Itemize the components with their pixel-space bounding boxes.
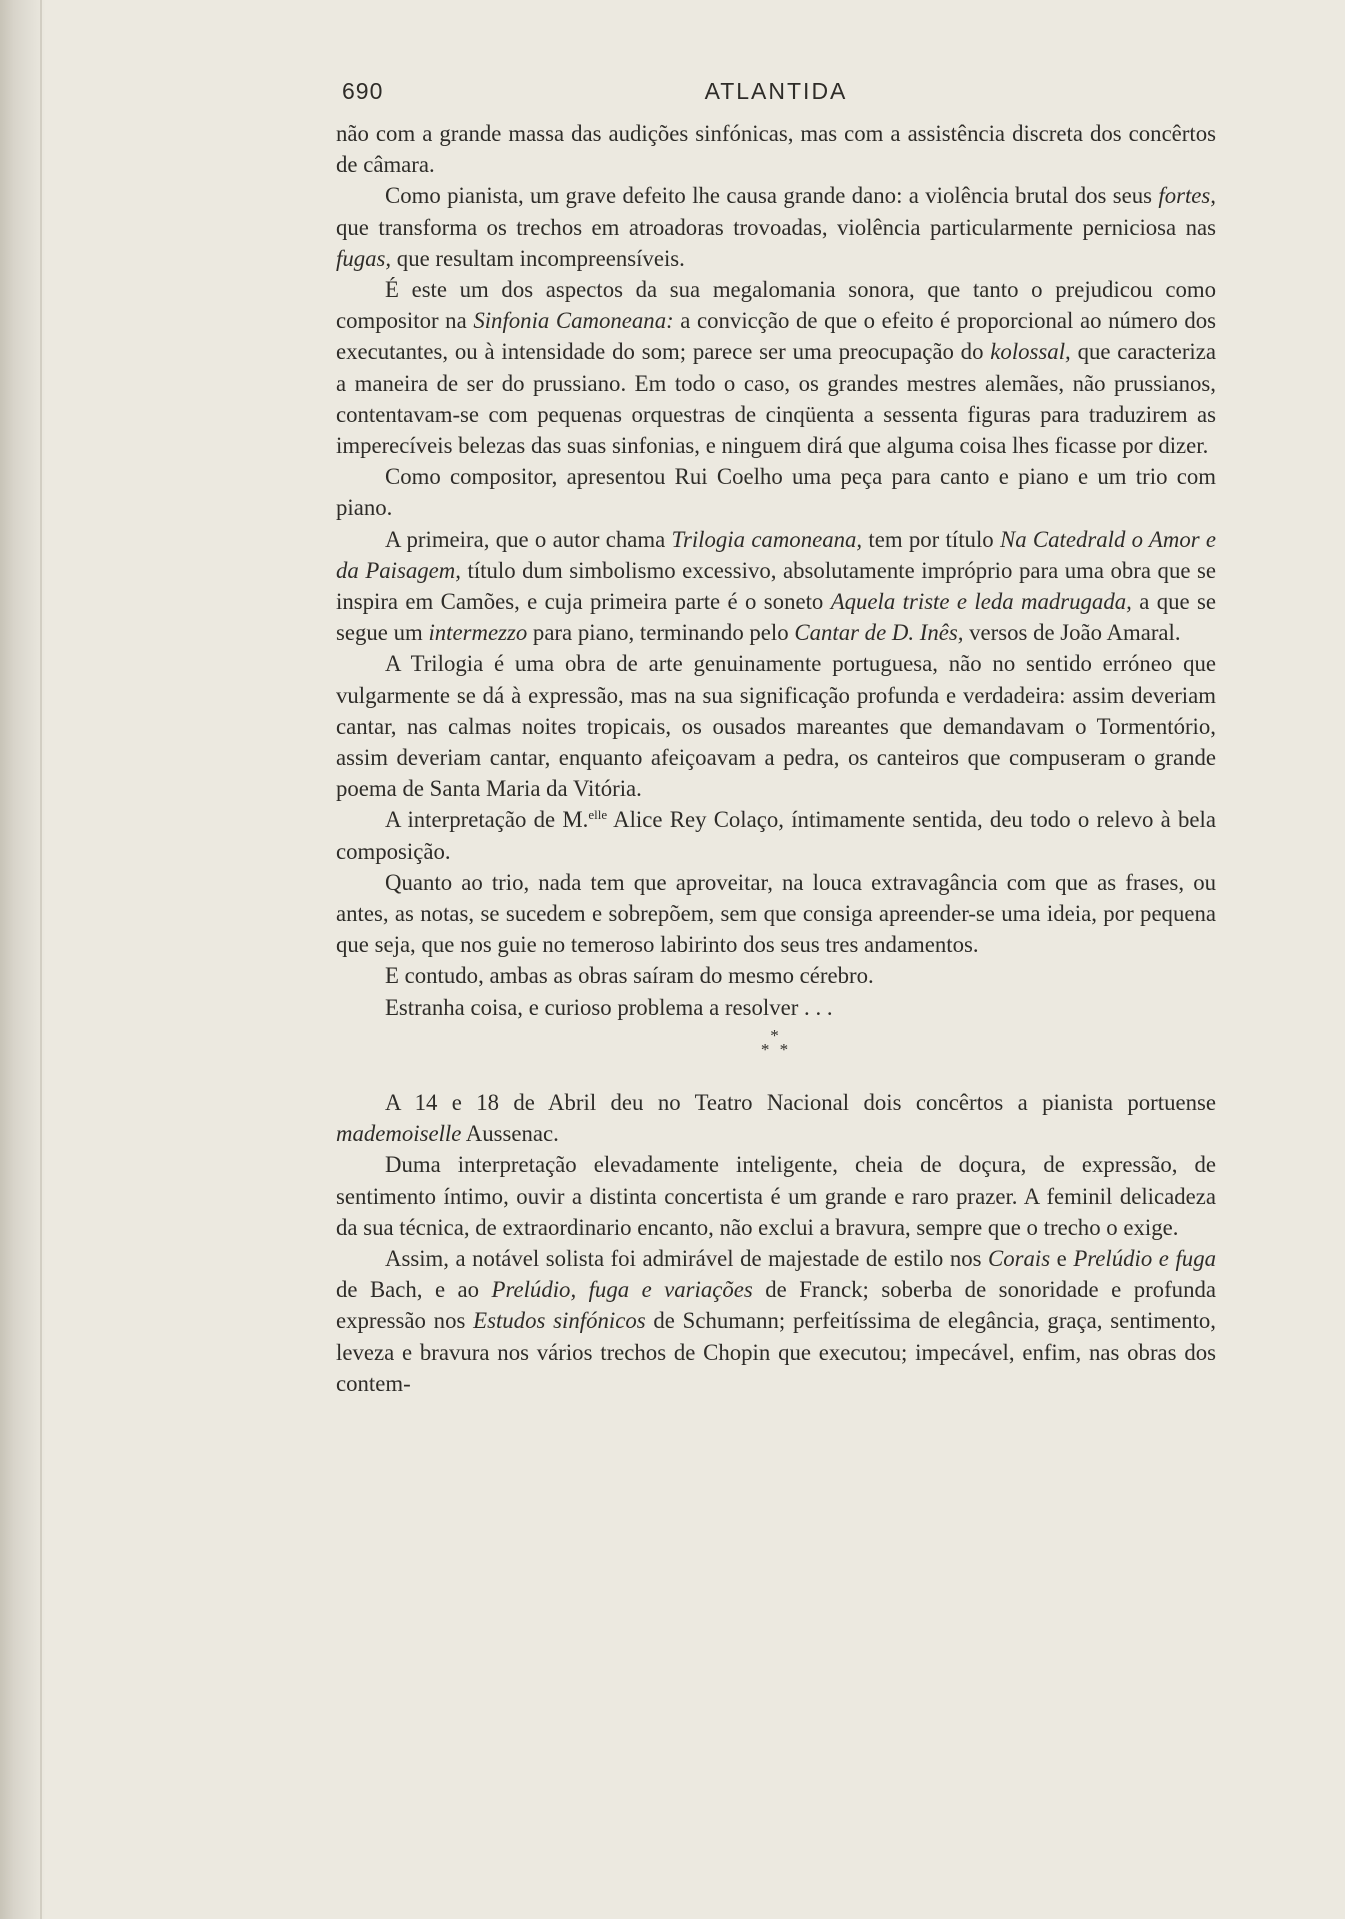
paragraph-3 — [336, 274, 1216, 461]
italic-title: Na Catedrald o Amor e da Paisagem, — [336, 526, 1216, 583]
text-run: versos de João Amaral. — [963, 620, 1181, 646]
paragraph-1: não com a grande massa das audições sinfónicas, mas com a assistência discreta dos concêrtos de câmara. — [336, 121, 1216, 178]
italic-title: Estudos sinfónicos — [473, 1308, 646, 1334]
text-run: de Schumann; perfeitíssima de elegância, graça, sentimento, leveza e bravura nos vários trechos de Chopin que executou; impecável, enfim, nas obras dos contem- — [336, 1308, 1217, 1396]
italic-title: Corais — [988, 1245, 1051, 1271]
text-run: e — [1050, 1245, 1074, 1271]
italic-title: Sinfonia Camoneana: — [473, 308, 674, 334]
italic-term: kolossal, — [990, 339, 1071, 365]
italic-title: Prelúdio, fuga e variações — [491, 1277, 753, 1303]
article-body — [336, 118, 1216, 1399]
italic-title: Cantar de D. Inês, — [794, 620, 964, 646]
asterism-bottom: * * — [760, 1039, 792, 1059]
text-run: de Bach, e ao — [336, 1277, 492, 1303]
scan-page-edge — [0, 0, 46, 1919]
italic-term: fortes, — [1158, 183, 1216, 209]
text-run: Aussenac. — [461, 1121, 559, 1147]
italic-term: mademoiselle — [336, 1121, 462, 1147]
paragraph-10: Estranha coisa, e curioso problema a resolver . . . — [385, 994, 833, 1020]
italic-title: Prelúdio e fuga — [1073, 1245, 1216, 1271]
text-run: A primeira, que o autor chama — [385, 526, 672, 552]
text-run: de Franck; soberba de sonoridade e profunda expressão nos — [336, 1277, 1216, 1334]
text-run: que resultam incompreensíveis. — [391, 245, 685, 271]
paragraph-13 — [336, 1243, 1216, 1399]
page-header — [336, 72, 1216, 118]
text-run: tem por título — [862, 526, 1000, 552]
text-run: para piano, terminando pelo — [527, 620, 795, 646]
text-run: título dum simbolismo excessivo, absolutamente impróprio para uma obra que se inspira em Camões, e cuja primeira parte é o soneto — [336, 557, 1216, 615]
italic-title: Trilogia camoneana, — [671, 526, 863, 552]
italic-term: intermezzo — [428, 620, 528, 646]
italic-title: Aquela triste e leda madrugada, — [830, 589, 1132, 615]
text-run: A interpretação de M. — [385, 807, 589, 833]
section-divider-asterism — [336, 1023, 1216, 1087]
superscript-abbreviation: elle — [588, 807, 608, 823]
text-run: Assim, a notável solista foi admirável de majestade de estilo nos — [385, 1245, 989, 1271]
text-run: Como pianista, um grave defeito lhe causa grande dano: a violência brutal dos seus — [385, 183, 1159, 209]
paragraph-8: Quanto ao trio, nada tem que aproveitar, na louca extravagância com que as frases, ou antes, as notas, se sucedem e sobrepõem, sem que consiga apreender-se uma ideia, por pequena que seja, que nos guie no temeroso labirinto dos seus tres andamentos. — [336, 869, 1216, 958]
paragraph-11 — [336, 1087, 1216, 1149]
book-page — [336, 72, 1216, 1872]
paragraph-6: A Trilogia é uma obra de arte genuinamente portuguesa, não no sentido erróneo que vulgarmente se dá à expressão, mas na sua significação profunda e verdadeira: assim deveriam cantar, nas calmas noites tropicais, os ousados mareantes que demandavam o Tormentório, assim deveriam cantar, enquanto afeiçoavam a pedra, os canteiros que compuseram o grande poema de Santa Maria da Vitória. — [336, 651, 1216, 802]
page-number: 690 — [342, 78, 384, 104]
text-run: a convicção de que o efeito é proporcional ao número dos executantes, ou à intensidade do som; parece ser uma preocupação do — [336, 308, 1216, 365]
text-run: a que se segue um — [336, 589, 1216, 646]
text-run: que transforma os trechos em atroadoras trovoadas, violência particularmente perniciosa nas — [336, 214, 1216, 240]
paragraph-5 — [336, 524, 1216, 649]
paragraph-4: Como compositor, apresentou Rui Coelho uma peça para canto e piano e um trio com piano. — [336, 464, 1216, 521]
paragraph-7 — [336, 804, 1216, 866]
paragraph-9: E contudo, ambas as obras saíram do mesmo cérebro. — [385, 963, 874, 989]
italic-term: fugas, — [336, 245, 392, 271]
paragraph-2 — [336, 180, 1216, 274]
running-title: ATLANTIDA — [704, 78, 848, 104]
text-run: A 14 e 18 de Abril deu no Teatro Nacional dois concêrtos a pianista portuense — [385, 1089, 1216, 1115]
text-run: Alice Rey Colaço, íntimamente sentida, deu todo o relevo à bela composição. — [336, 807, 1217, 864]
paragraph-12: Duma interpretação elevadamente inteligente, cheia de doçura, de expressão, de sentimento íntimo, ouvir a distinta concertista é um grande e raro prazer. A feminil delicadeza da sua técnica, de extraordinario encanto, não exclui a bravura, sempre que o trecho o exige. — [336, 1152, 1216, 1240]
text-run: É este um dos aspectos da sua megalomania sonora, que tanto o prejudicou como compositor na — [336, 277, 1216, 334]
asterism-top: * — [770, 1025, 782, 1045]
text-run: que caracteriza a maneira de ser do prussiano. Em todo o caso, os grandes mestres alemães, não prussianos, contentavam-se com pequenas orquestras de cinqüenta a sessenta figuras para traduzirem as imperecíveis belezas das suas sinfonias, e ninguem dirá que alguma coisa lhes ficasse por dizer. — [336, 339, 1216, 459]
